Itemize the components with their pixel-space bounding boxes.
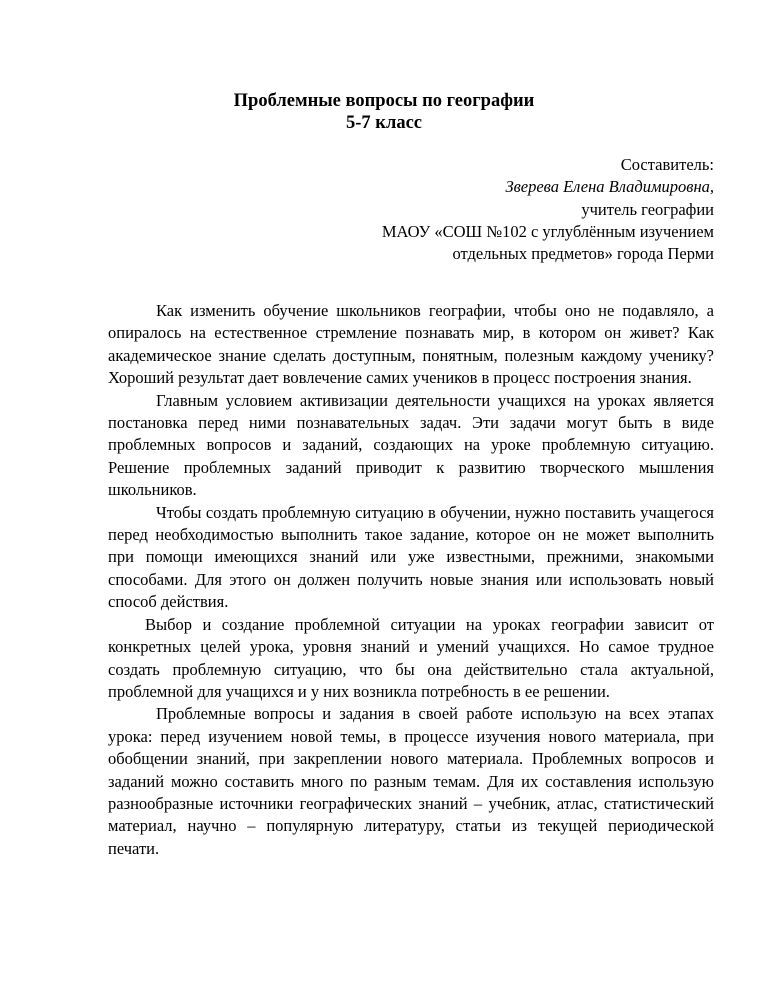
paragraph-3: Чтобы создать проблемную ситуацию в обучении, нужно поставить учащегося перед необходимостью выполнить такое задание, которое он не может выполнить при помощи имеющихся знаний или уже известными, прежними, знакомыми способами. Для этого он должен получить новые знания или использовать новый способ действия. (108, 502, 714, 612)
title-line-1: Проблемные вопросы по географии (233, 91, 535, 111)
paragraph-1: Как изменить обучение школьников географии, чтобы оно не подавляло, а опиралось на естественное стремление познавать мир, в котором он живет? Как академическое знание сделать доступным, понятным, полезным каждому ученику? Хороший результат дает вовлечение самих учеников в процесс построения знания. (108, 301, 714, 388)
author-name: Зверева Елена Владимировна, (505, 177, 714, 197)
paragraph-5: Проблемные вопросы и задания в своей работе использую на всех этапах урока: перед изучением новой темы, в процессе изучения нового материала, при обобщении знаний, при закреплении нового материала. Проблемных вопросов и заданий можно составить много по разным темам. Для их составления использую разнообразные источники географических знаний – учебник, атлас, статистический материал, научно – популярную литературу, статьи из текущей периодической печати. (108, 704, 714, 858)
paragraph-2: Главным условием активизации деятельности учащихся на уроках является постановка перед ними познавательных задач. Эти задачи могут быть в виде проблемных вопросов и заданий, создающих на уроке проблемную ситуацию. Решение проблемных заданий приводит к развитию творческого мышления школьников. (108, 390, 714, 500)
author-credits (382, 154, 714, 265)
school-line-2: отдельных предметов» города Перми (452, 244, 714, 264)
paragraph-4: Выбор и создание проблемной ситуации на уроках географии зависит от конкретных целей урока, уровня знаний и умений учащихся. Но самое трудное создать проблемную ситуацию, что бы она действительно стала актуальной, проблемной для учащихся и у них возникла потребность в ее решении. (108, 614, 714, 701)
document-title (0, 90, 768, 134)
credits-label: Составитель: (620, 155, 714, 174)
author-position: учитель географии (581, 199, 714, 219)
title-line-2: 5-7 класс (346, 113, 422, 133)
school-line-1: МАОУ «СОШ №102 с углублённым изучением (381, 221, 714, 241)
document-body (108, 300, 714, 860)
